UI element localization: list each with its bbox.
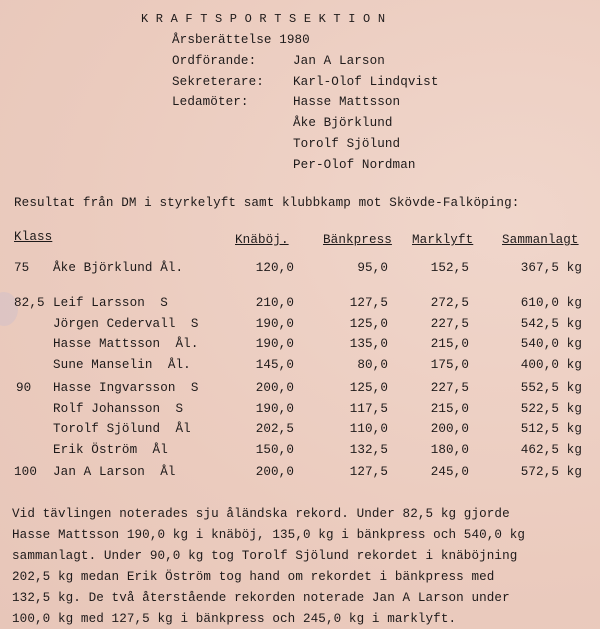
deadlift-value: 200,0 xyxy=(430,422,469,436)
deadlift-value: 227,5 xyxy=(430,381,469,395)
document-title: KRAFTSPORTSEKTION xyxy=(141,12,393,26)
athlete-name: Erik Öström Ål xyxy=(53,443,168,457)
results-intro: Resultat från DM i styrkelyft samt klubbkamp mot Skövde-Falköping: xyxy=(14,196,520,210)
athlete-name: Jan A Larson Ål xyxy=(53,465,176,479)
total-value: 572,5 kg xyxy=(520,465,582,479)
total-value: 400,0 kg xyxy=(520,358,582,372)
column-header-marklyft: Marklyft xyxy=(412,233,474,247)
total-value: 367,5 kg xyxy=(520,261,582,275)
squat-value: 190,0 xyxy=(255,402,294,416)
bench-value: 117,5 xyxy=(349,402,388,416)
squat-value: 210,0 xyxy=(255,296,294,310)
column-header-bankpress: Bänkpress xyxy=(323,233,392,247)
athlete-name: Sune Manselin Ål. xyxy=(53,358,191,372)
total-value: 540,0 kg xyxy=(520,337,582,351)
summary-line: sammanlagt. Under 90,0 kg tog Torolf Sjölund rekordet i knäböjning xyxy=(12,549,518,563)
summary-line: 202,5 kg medan Erik Öström tog hand om rekordet i bänkpress med xyxy=(12,570,495,584)
class-label: 82,5 xyxy=(14,296,45,310)
member-name: Hasse Mattsson xyxy=(293,95,401,109)
class-label: 100 xyxy=(14,465,37,479)
bench-value: 125,0 xyxy=(349,317,388,331)
squat-value: 200,0 xyxy=(255,465,294,479)
athlete-name: Hasse Mattsson Ål. xyxy=(53,337,199,351)
squat-value: 202,5 xyxy=(255,422,294,436)
bench-value: 132,5 xyxy=(349,443,388,457)
squat-value: 150,0 xyxy=(255,443,294,457)
role-members: Ledamöter: xyxy=(172,95,249,109)
squat-value: 190,0 xyxy=(255,337,294,351)
squat-value: 190,0 xyxy=(255,317,294,331)
total-value: 462,5 kg xyxy=(520,443,582,457)
bench-value: 125,0 xyxy=(349,381,388,395)
summary-line: Hasse Mattsson 190,0 kg i knäböj, 135,0 kg i bänkpress och 540,0 kg xyxy=(12,528,526,542)
athlete-name: Åke Björklund Ål. xyxy=(53,261,184,275)
column-header-knaboj: Knäböj. xyxy=(235,233,289,247)
member-name: Åke Björklund xyxy=(293,116,393,130)
member-name: Per-Olof Nordman xyxy=(293,158,416,172)
bench-value: 110,0 xyxy=(349,422,388,436)
deadlift-value: 152,5 xyxy=(430,261,469,275)
athlete-name: Rolf Johansson S xyxy=(53,402,184,416)
total-value: 512,5 kg xyxy=(520,422,582,436)
bench-value: 95,0 xyxy=(357,261,388,275)
bench-value: 80,0 xyxy=(357,358,388,372)
squat-value: 145,0 xyxy=(255,358,294,372)
summary-line: 100,0 kg med 127,5 kg i bänkpress och 245,0 kg i marklyft. xyxy=(12,612,457,626)
column-header-sammanlagt: Sammanlagt xyxy=(502,233,579,247)
total-value: 542,5 kg xyxy=(520,317,582,331)
secretary-name: Karl-Olof Lindqvist xyxy=(293,75,439,89)
column-header-klass: Klass xyxy=(14,230,53,244)
squat-value: 200,0 xyxy=(255,381,294,395)
athlete-name: Leif Larsson S xyxy=(53,296,168,310)
deadlift-value: 245,0 xyxy=(430,465,469,479)
class-label: 90 xyxy=(16,381,32,395)
deadlift-value: 272,5 xyxy=(430,296,469,310)
member-name: Torolf Sjölund xyxy=(293,137,401,151)
summary-line: 132,5 kg. De två återstående rekorden noterade Jan A Larson under xyxy=(12,591,510,605)
role-secretary: Sekreterare: xyxy=(172,75,264,89)
document-subtitle: Årsberättelse 1980 xyxy=(172,33,310,47)
bench-value: 127,5 xyxy=(349,296,388,310)
chairman-name: Jan A Larson xyxy=(293,54,385,68)
deadlift-value: 215,0 xyxy=(430,402,469,416)
bench-value: 127,5 xyxy=(349,465,388,479)
deadlift-value: 227,5 xyxy=(430,317,469,331)
athlete-name: Torolf Sjölund Ål xyxy=(53,422,191,436)
role-chairman: Ordförande: xyxy=(172,54,257,68)
summary-line: Vid tävlingen noterades sju åländska rekord. Under 82,5 kg gjorde xyxy=(12,507,510,521)
total-value: 552,5 kg xyxy=(520,381,582,395)
bench-value: 135,0 xyxy=(349,337,388,351)
total-value: 610,0 kg xyxy=(520,296,582,310)
deadlift-value: 175,0 xyxy=(430,358,469,372)
total-value: 522,5 kg xyxy=(520,402,582,416)
class-label: 75 xyxy=(14,261,30,275)
deadlift-value: 215,0 xyxy=(430,337,469,351)
squat-value: 120,0 xyxy=(255,261,294,275)
athlete-name: Jörgen Cedervall S xyxy=(53,317,199,331)
deadlift-value: 180,0 xyxy=(430,443,469,457)
athlete-name: Hasse Ingvarsson S xyxy=(53,381,199,395)
